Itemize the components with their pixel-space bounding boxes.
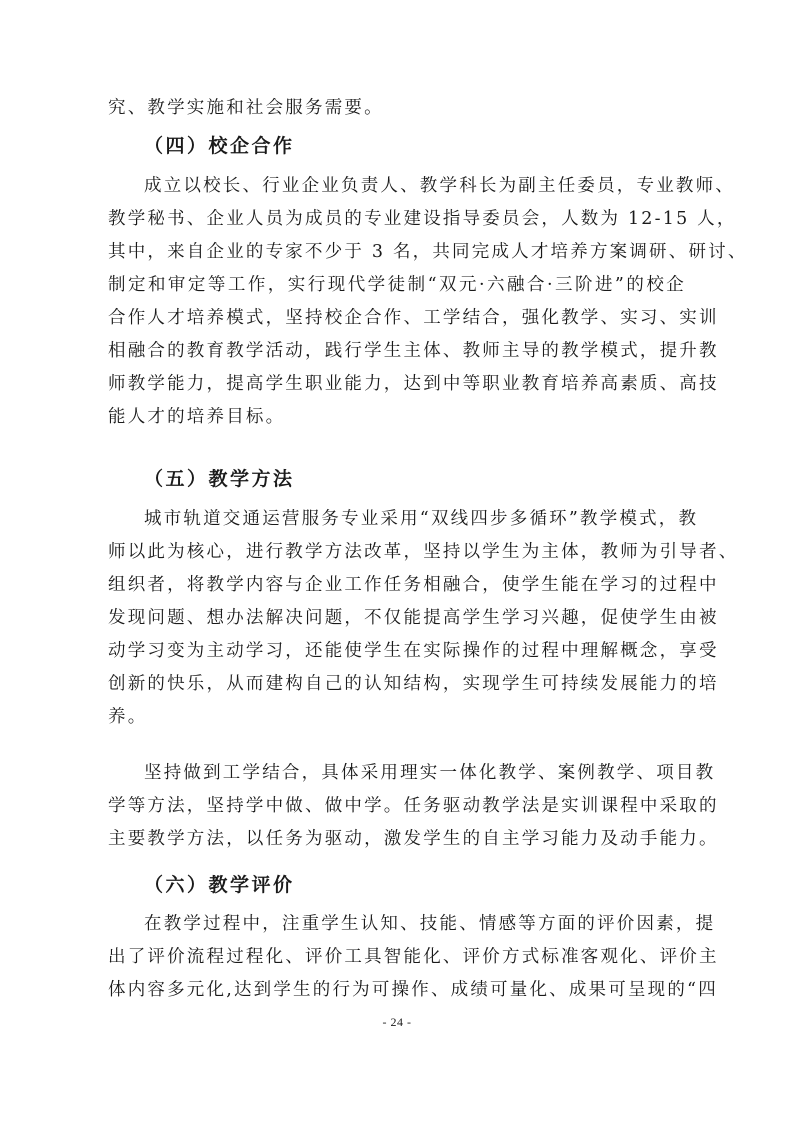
paragraph-line: 究、教学实施和社会服务需要。 (108, 98, 384, 118)
paragraph-line: 成立以校长、行业企业负责人、教学科长为副主任委员，专业教师、 (144, 176, 735, 196)
paragraph-line: 体内容多元化,达到学生的行为可操作、成绩可量化、成果可呈现的“四 (108, 980, 718, 1000)
paragraph-line: 在教学过程中，注重学生认知、技能、情感等方面的评价因素，提 (144, 914, 716, 934)
paragraph-line: 养。 (108, 707, 148, 727)
paragraph-line: 发现问题、想办法解决问题，不仅能提高学生学习兴趣，促使学生由被 (108, 608, 719, 628)
section-heading-teaching-method: （五）教学方法 (144, 468, 295, 490)
paragraph-line: 师教学能力，提高学生职业能力，达到中等职业教育培养高素质、高技 (108, 374, 719, 394)
paragraph-line: 教学秘书、企业人员为成员的专业建设指导委员会，人数为 12-15 人， (108, 209, 737, 229)
paragraph-line: 能人才的培养目标。 (108, 407, 286, 427)
paragraph-line: 城市轨道交通运营服务专业采用“双线四步多循环”教学模式，教 (144, 509, 699, 529)
paragraph-line: 制定和审定等工作，实行现代学徒制“双元·六融合·三阶进”的校企 (108, 275, 686, 295)
paragraph-line: 合作人才培养模式，坚持校企合作、工学结合，强化教学、实习、实训 (108, 308, 719, 328)
paragraph-line: 出了评价流程过程化、评价工具智能化、评价方式标准客观化、评价主 (108, 947, 719, 967)
paragraph-line: 主要教学方法，以任务为驱动，激发学生的自主学习能力及动手能力。 (108, 829, 719, 849)
paragraph-line: 组织者，将教学内容与企业工作任务相融合，使学生能在学习的过程中 (108, 575, 719, 595)
section-heading-teaching-evaluation: （六）教学评价 (144, 874, 295, 896)
paragraph-line: 创新的快乐，从而建构自己的认知结构，实现学生可持续发展能力的培 (108, 674, 719, 694)
paragraph-line: 学等方法，坚持学中做、做中学。任务驱动教学法是实训课程中采取的 (108, 796, 719, 816)
paragraph-line: 动学习变为主动学习，还能使学生在实际操作的过程中理解概念，享受 (108, 641, 719, 661)
paragraph-line: 坚持做到工学结合，具体采用理实一体化教学、案例教学、项目教 (144, 763, 716, 783)
page-number: - 24 - (382, 1015, 412, 1029)
paragraph-line: 师以此为核心，进行教学方法改革，坚持以学生为主体，教师为引导者、 (108, 542, 739, 562)
section-heading-school-enterprise: （四）校企合作 (144, 135, 295, 157)
paragraph-line: 其中，来自企业的专家不少于 3 名，共同完成人才培养方案调研、研讨、 (108, 242, 748, 262)
paragraph-line: 相融合的教育教学活动，践行学生主体、教师主导的教学模式，提升教 (108, 341, 719, 361)
